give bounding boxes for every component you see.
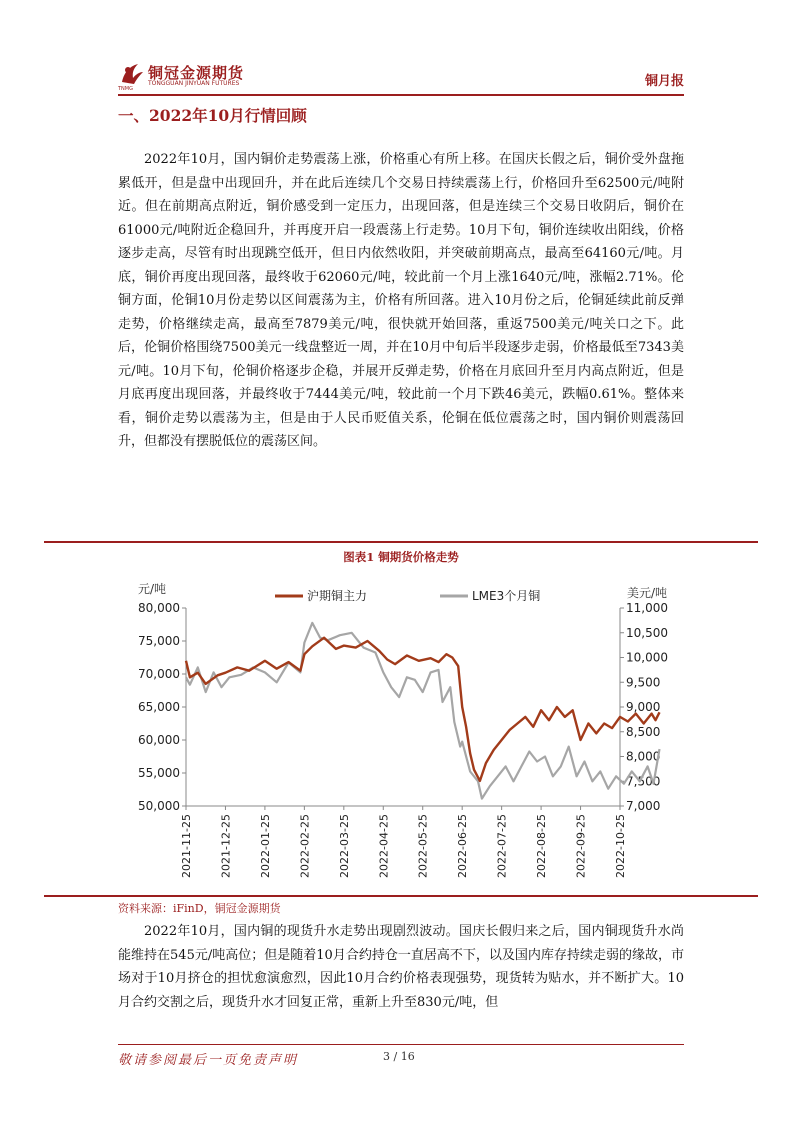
x-axis — [180, 806, 627, 878]
section-title: 一、2022年10月行情回顾 — [118, 106, 307, 125]
left-tick-label: 50,000 — [138, 799, 180, 813]
paragraph-market-review: 2022年10月，国内铜价走势震荡上涨，价格重心有所上移。在国庆长假之后，铜价受外盘拖累低开，但是盘中出现回升，并在此后连续几个交易日持续震荡上行，价格回升至62500元/吨附近。但在前期高点附近，铜价感受到一定压力，出现回落，但是连续三个交易日收阴后，铜价在61000元/吨附近企稳回升，并再度开启一段震荡上行走势。10月下旬，铜价连续收出阳线，价格逐步走高，尽管有时出现跳空低开，但日内依然收阳，并突破前期高点，最高至64160元/吨。月底，铜价再度出现回落，最终收于62060元/吨，较此前一个月上涨1640元/吨，涨幅2.71%。伦铜方面，伦铜10月份走势以区间震荡为主，价格有所回落。进入10月份之后，伦铜延续此前反弹走势，价格继续走高，最高至7879美元/吨，很快就开始回落，重返7500美元/吨关口之下。此后，伦铜价格围绕7500美元一线盘整近一周，并在10月中旬后半段逐步走弱，价格最低至7343美元/吨。10月下旬，伦铜价格逐步企稳，并展开反弹走势，价格在月底回升至月内高点附近，但是月底再度出现回落，并最终收于7444美元/吨，较此前一个月下跌46美元，跌幅0.61%。整体来看，铜价走势以震荡为主，但是由于人民币贬值关系，伦铜在低位震荡之时，国内铜价则震荡回升，但都没有摆脱低位的震荡区间。 — [118, 152, 684, 449]
company-name-en: TONGGUAN JINYUAN FUTURES — [148, 80, 240, 87]
right-tick-label: 11,000 — [626, 601, 668, 615]
left-axis — [138, 601, 186, 813]
page-number: 3 / 16 — [383, 1050, 415, 1063]
series-line-lme-copper — [186, 623, 660, 799]
left-tick-label: 65,000 — [138, 700, 180, 714]
paragraph-spot-premium: 2022年10月，国内铜的现货升水走势出现剧烈波动。国庆长假归来之后，国内铜现货升水尚能维持在545元/吨高位；但是随着10月合约持仓一直居高不下，以及国内库存持续走弱的缘故，市场对于10月挤仓的担忧愈演愈烈，因此10月合约价格表现强势，现货转为贴水，并不断扩大。10月合约交割之后，现货升水才回复正常，重新上升至830元/吨，但 — [118, 924, 684, 1010]
x-tick-label: 2021-12-25 — [219, 814, 233, 878]
x-tick-label: 2022-02-25 — [298, 814, 312, 878]
figure-bottom-divider — [44, 895, 758, 897]
x-tick-label: 2022-04-25 — [377, 814, 391, 878]
legend-label: LME3个月铜 — [472, 589, 541, 603]
report-type: 铜月报 — [644, 74, 684, 89]
left-tick-label: 80,000 — [138, 601, 180, 615]
right-tick-label: 7,000 — [626, 799, 661, 813]
figure-title: 图表1 铜期货价格走势 — [343, 550, 459, 564]
plot-frame — [186, 608, 620, 806]
series-layer — [186, 623, 660, 799]
x-tick-label: 2022-01-25 — [258, 814, 272, 878]
legend-label: 沪期铜主力 — [307, 589, 368, 603]
left-tick-label: 55,000 — [138, 766, 180, 780]
left-axis-title: 元/吨 — [138, 582, 167, 596]
left-tick-label: 70,000 — [138, 667, 180, 681]
company-name: 铜冠金源期货 — [148, 64, 245, 82]
right-tick-label: 8,000 — [626, 749, 661, 764]
right-tick-label: 7,500 — [626, 774, 661, 789]
right-tick-label: 10,000 — [626, 650, 668, 665]
x-tick-label: 2022-07-25 — [495, 814, 509, 878]
left-tick-label: 75,000 — [138, 634, 180, 648]
x-tick-label: 2022-09-25 — [574, 814, 588, 878]
footer-disclaimer: 敬请参阅最后一页免责声明 — [118, 1053, 299, 1068]
x-tick-label: 2022-06-25 — [456, 814, 470, 878]
right-tick-label: 9,000 — [626, 700, 661, 714]
x-tick-label: 2022-08-25 — [535, 814, 549, 878]
left-tick-label: 60,000 — [138, 733, 180, 747]
series-line-shfe-copper — [186, 638, 660, 781]
company-abbr: TNMG — [118, 86, 133, 92]
right-tick-label: 8,500 — [626, 724, 661, 739]
figure-source: 资料来源：iFinD，铜冠金源期货 — [118, 902, 281, 915]
right-tick-label: 10,500 — [626, 625, 668, 640]
x-tick-label: 2022-10-25 — [614, 814, 627, 878]
x-tick-label: 2022-03-25 — [337, 814, 351, 878]
chart-legend — [275, 588, 540, 603]
right-tick-label: 9,500 — [626, 675, 661, 690]
right-axis-title: 美元/吨 — [627, 586, 668, 600]
footer-divider — [118, 1044, 684, 1045]
x-tick-label: 2022-05-25 — [416, 814, 430, 878]
x-tick-label: 2021-11-25 — [180, 814, 193, 878]
right-axis — [620, 601, 668, 813]
